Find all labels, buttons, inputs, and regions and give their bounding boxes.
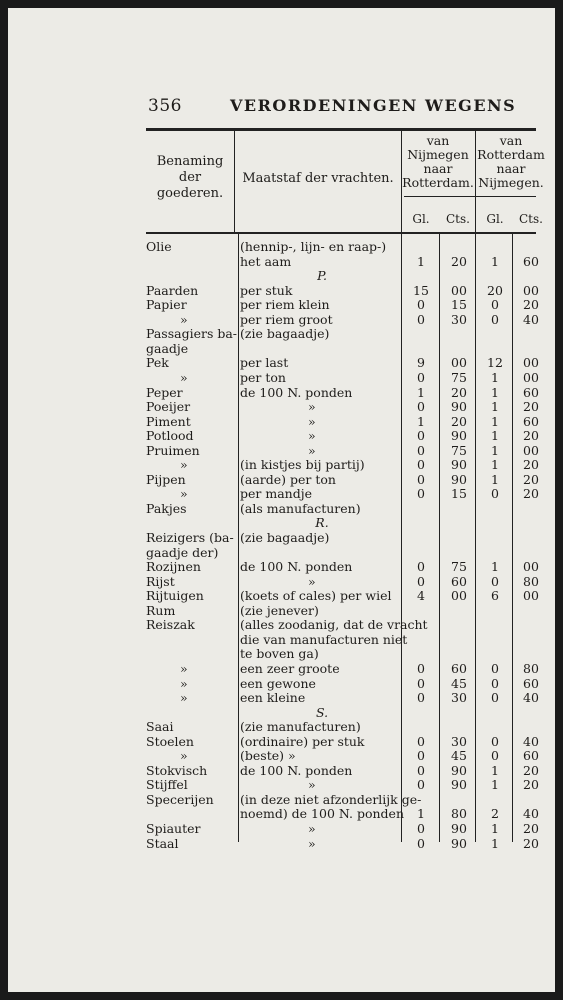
nijmegen-rotterdam-cts: 20: [451, 384, 467, 400]
rotterdam-nijmegen-gl: 20: [487, 282, 503, 298]
table-row: [8, 487, 555, 501]
table-row: [8, 720, 555, 734]
rotterdam-nijmegen-cts: 20: [523, 297, 539, 313]
rotterdam-nijmegen-gl: 0: [491, 660, 499, 676]
section-letter-row: [8, 516, 555, 530]
rotterdam-nijmegen-cts: 60: [523, 413, 539, 429]
goods-ditto-mark: »: [180, 457, 188, 473]
goods-name: Stoelen: [146, 733, 194, 749]
header-cts-1: Cts.: [446, 212, 470, 226]
goods-name: Pruimen: [146, 442, 200, 458]
nijmegen-rotterdam-cts: 80: [451, 806, 467, 822]
table-row: [8, 691, 555, 705]
goods-name: Stijffel: [146, 777, 188, 793]
measure-text: (zie bagaadje): [240, 530, 330, 545]
goods-name: Reizigers (ba-: [146, 530, 234, 545]
nijmegen-rotterdam-cts: 30: [451, 311, 467, 327]
goods-name: Piment: [146, 413, 191, 429]
section-letter: R.: [315, 515, 329, 531]
measure-text: (zie manufacturen): [240, 719, 361, 735]
header-goods-line: Benaming: [156, 154, 224, 169]
goods-name: Pakjes: [146, 500, 187, 516]
rotterdam-nijmegen-cts: 00: [523, 588, 539, 604]
measure-text: de 100 N. ponden: [240, 762, 353, 778]
rotterdam-nijmegen-gl: 1: [491, 821, 499, 836]
table-row: [8, 313, 555, 327]
rotterdam-nijmegen-cts: 20: [523, 777, 539, 793]
measure-text: per last: [240, 355, 289, 371]
table-row: [8, 633, 555, 647]
nijmegen-rotterdam-gl: 0: [417, 675, 425, 691]
rotterdam-nijmegen-gl: 0: [491, 311, 499, 327]
route-line: van: [499, 133, 523, 148]
table-row: [8, 749, 555, 763]
rotterdam-nijmegen-gl: 6: [491, 588, 499, 604]
table-row: [8, 371, 555, 385]
nijmegen-rotterdam-cts: 75: [451, 442, 467, 458]
table-row: [8, 284, 555, 298]
goods-name: Rijtuigen: [146, 588, 204, 604]
rotterdam-nijmegen-cts: 40: [523, 311, 539, 327]
nijmegen-rotterdam-cts: 75: [451, 369, 467, 385]
measure-ditto-mark: »: [308, 413, 316, 429]
nijmegen-rotterdam-cts: 00: [451, 588, 467, 604]
nijmegen-rotterdam-gl: 0: [417, 471, 425, 487]
rotterdam-nijmegen-cts: 20: [523, 821, 539, 836]
goods-name: Potlood: [146, 428, 194, 444]
rotterdam-nijmegen-cts: 80: [523, 660, 539, 676]
measure-text: (koets of cales) per wiel: [240, 588, 392, 604]
measure-text: per riem groot: [240, 311, 333, 327]
measure-text: een gewone: [240, 675, 316, 691]
rotterdam-nijmegen-gl: 1: [491, 442, 499, 458]
goods-name: Pek: [146, 355, 169, 371]
goods-name: gaadje der): [146, 544, 219, 560]
goods-ditto-mark: »: [180, 660, 188, 676]
nijmegen-rotterdam-gl: 0: [417, 311, 425, 327]
book-page: [8, 8, 555, 992]
goods-name: Saai: [146, 719, 174, 735]
nijmegen-rotterdam-cts: 90: [451, 428, 467, 444]
header-gl-2: Gl.: [486, 212, 504, 226]
rotterdam-nijmegen-gl: 1: [491, 457, 499, 473]
nijmegen-rotterdam-gl: 0: [417, 457, 425, 473]
nijmegen-rotterdam-gl: 0: [417, 559, 425, 575]
nijmegen-rotterdam-gl: 0: [417, 733, 425, 749]
table-row: [8, 473, 555, 487]
rotterdam-nijmegen-gl: 1: [491, 399, 499, 415]
nijmegen-rotterdam-gl: 0: [417, 660, 425, 676]
rotterdam-nijmegen-gl: 0: [491, 573, 499, 589]
header-gl-1: Gl.: [412, 212, 430, 226]
header-measure: Maatstaf der vrachten.: [242, 171, 394, 186]
nijmegen-rotterdam-cts: 75: [451, 559, 467, 575]
goods-ditto-mark: »: [180, 369, 188, 385]
rotterdam-nijmegen-cts: 20: [523, 471, 539, 487]
rotterdam-nijmegen-gl: 0: [491, 690, 499, 706]
rotterdam-nijmegen-gl: 1: [491, 471, 499, 487]
nijmegen-rotterdam-gl: 0: [417, 748, 425, 764]
nijmegen-rotterdam-gl: 0: [417, 399, 425, 415]
nijmegen-rotterdam-gl: 0: [417, 442, 425, 458]
rotterdam-nijmegen-gl: 0: [491, 486, 499, 502]
goods-ditto-mark: »: [180, 748, 188, 764]
measure-text: die van manufacturen niet: [240, 631, 408, 647]
goods-name: Rijst: [146, 573, 175, 589]
goods-name: Rozijnen: [146, 559, 201, 575]
measure-text: (ordinaire) per stuk: [240, 733, 365, 749]
route-line: van: [426, 133, 450, 148]
rotterdam-nijmegen-cts: 20: [523, 399, 539, 415]
measure-text: noemd) de 100 N. ponden: [240, 806, 404, 822]
rotterdam-nijmegen-cts: 40: [523, 806, 539, 822]
nijmegen-rotterdam-cts: 30: [451, 733, 467, 749]
header-cts-2: Cts.: [519, 212, 543, 226]
header-goods: [148, 154, 232, 202]
rotterdam-nijmegen-cts: 60: [523, 675, 539, 691]
measure-text: (in kistjes bij partij): [240, 457, 365, 473]
route-line: Rotterdam.: [402, 175, 474, 190]
nijmegen-rotterdam-cts: 20: [451, 253, 467, 269]
table-row: [8, 647, 555, 661]
nijmegen-rotterdam-cts: 00: [451, 355, 467, 371]
nijmegen-rotterdam-cts: 90: [451, 777, 467, 793]
measure-text: de 100 N. ponden: [240, 559, 353, 575]
header-route-nijmegen-rotterdam: [402, 134, 474, 190]
rotterdam-nijmegen-gl: 0: [491, 675, 499, 691]
nijmegen-rotterdam-cts: 30: [451, 690, 467, 706]
measure-text: een zeer groote: [240, 660, 340, 676]
table-row: [8, 778, 555, 792]
table-row: [8, 837, 555, 851]
measure-text: (beste) »: [240, 748, 296, 764]
nijmegen-rotterdam-cts: 90: [451, 821, 467, 836]
rotterdam-nijmegen-cts: 20: [523, 457, 539, 473]
route-underline: [404, 196, 536, 197]
goods-name: Rum: [146, 602, 176, 618]
rotterdam-nijmegen-gl: 1: [491, 428, 499, 444]
nijmegen-rotterdam-cts: 00: [451, 282, 467, 298]
nijmegen-rotterdam-cts: 90: [451, 835, 467, 851]
section-letter: P.: [317, 268, 327, 284]
rotterdam-nijmegen-gl: 1: [491, 384, 499, 400]
goods-name: Stokvisch: [146, 762, 208, 778]
nijmegen-rotterdam-gl: 0: [417, 428, 425, 444]
rotterdam-nijmegen-cts: 80: [523, 573, 539, 589]
nijmegen-rotterdam-gl: 0: [417, 777, 425, 793]
table-row: [8, 531, 555, 545]
table-row: [8, 255, 555, 269]
nijmegen-rotterdam-cts: 90: [451, 762, 467, 778]
nijmegen-rotterdam-gl: 0: [417, 573, 425, 589]
table-row: [8, 589, 555, 603]
rotterdam-nijmegen-cts: 00: [523, 369, 539, 385]
goods-name: Reiszak: [146, 617, 195, 633]
route-line: naar: [423, 161, 453, 176]
measure-text: de 100 N. ponden: [240, 384, 353, 400]
nijmegen-rotterdam-gl: 0: [417, 690, 425, 706]
measure-text: (zie bagaadje): [240, 326, 330, 342]
rotterdam-nijmegen-gl: 0: [491, 297, 499, 313]
rotterdam-nijmegen-cts: 20: [523, 762, 539, 778]
rotterdam-nijmegen-cts: 20: [523, 486, 539, 502]
nijmegen-rotterdam-cts: 15: [451, 297, 467, 313]
table-row: [8, 356, 555, 370]
rotterdam-nijmegen-cts: 00: [523, 282, 539, 298]
measure-text: (zie jenever): [240, 602, 319, 618]
col-divider-1: [234, 131, 235, 232]
goods-name: Poeijer: [146, 399, 191, 415]
measure-text: per ton: [240, 369, 286, 385]
nijmegen-rotterdam-cts: 60: [451, 573, 467, 589]
rotterdam-nijmegen-cts: 60: [523, 384, 539, 400]
rotterdam-nijmegen-cts: 20: [523, 835, 539, 851]
nijmegen-rotterdam-gl: 4: [417, 588, 425, 604]
nijmegen-rotterdam-cts: 90: [451, 399, 467, 415]
table-row: [8, 502, 555, 516]
page-number: 356: [148, 96, 182, 116]
table-row: [8, 415, 555, 429]
measure-text: per mandje: [240, 486, 312, 502]
goods-name: Spiauter: [146, 821, 201, 836]
table-row: [8, 764, 555, 778]
measure-ditto-mark: »: [308, 573, 316, 589]
measure-text: (als manufacturen): [240, 500, 361, 516]
rotterdam-nijmegen-cts: 00: [523, 559, 539, 575]
goods-name: Peper: [146, 384, 183, 400]
nijmegen-rotterdam-gl: 1: [417, 413, 425, 429]
nijmegen-rotterdam-gl: 15: [413, 282, 429, 298]
nijmegen-rotterdam-cts: 45: [451, 675, 467, 691]
table-row: [8, 400, 555, 414]
rotterdam-nijmegen-cts: 60: [523, 253, 539, 269]
rotterdam-nijmegen-gl: 2: [491, 806, 499, 822]
rotterdam-nijmegen-gl: 12: [487, 355, 503, 371]
table-row: [8, 342, 555, 356]
rotterdam-nijmegen-gl: 1: [491, 253, 499, 269]
nijmegen-rotterdam-cts: 45: [451, 748, 467, 764]
nijmegen-rotterdam-gl: 0: [417, 369, 425, 385]
rotterdam-nijmegen-cts: 00: [523, 355, 539, 371]
goods-name: Passagiers ba-: [146, 326, 238, 342]
nijmegen-rotterdam-gl: 0: [417, 762, 425, 778]
rotterdam-nijmegen-gl: 1: [491, 762, 499, 778]
rotterdam-nijmegen-gl: 1: [491, 559, 499, 575]
goods-name: Paarden: [146, 282, 199, 298]
table-row: [8, 298, 555, 312]
nijmegen-rotterdam-gl: 1: [417, 806, 425, 822]
goods-name: Olie: [146, 239, 172, 254]
rotterdam-nijmegen-cts: 20: [523, 428, 539, 444]
goods-name: Pijpen: [146, 471, 186, 487]
measure-ditto-mark: »: [308, 442, 316, 458]
nijmegen-rotterdam-gl: 0: [417, 835, 425, 851]
measure-ditto-mark: »: [308, 399, 316, 415]
goods-name: Staal: [146, 835, 179, 851]
table-row: [8, 429, 555, 443]
table-row: [8, 677, 555, 691]
rotterdam-nijmegen-cts: 00: [523, 442, 539, 458]
goods-ditto-mark: »: [180, 311, 188, 327]
nijmegen-rotterdam-gl: 9: [417, 355, 425, 371]
nijmegen-rotterdam-gl: 1: [417, 253, 425, 269]
running-head: VERORDENINGEN WEGENS: [230, 96, 517, 115]
rotterdam-nijmegen-cts: 60: [523, 748, 539, 764]
route-line: Nijmegen: [407, 147, 469, 162]
goods-ditto-mark: »: [180, 486, 188, 502]
rotterdam-nijmegen-gl: 1: [491, 835, 499, 851]
measure-text: (alles zoodanig, dat de vracht: [240, 617, 428, 633]
table-row: [8, 560, 555, 574]
measure-text: een kleine: [240, 690, 306, 706]
route-line: naar: [496, 161, 526, 176]
goods-ditto-mark: »: [180, 675, 188, 691]
goods-name: Specerijen: [146, 791, 214, 807]
nijmegen-rotterdam-gl: 0: [417, 486, 425, 502]
header-goods-line: der: [178, 170, 202, 185]
measure-text: te boven ga): [240, 646, 319, 662]
table-row: [8, 444, 555, 458]
measure-text: per stuk: [240, 282, 293, 298]
measure-text: (in deze niet afzonderlijk ge-: [240, 791, 422, 807]
nijmegen-rotterdam-gl: 0: [417, 821, 425, 836]
nijmegen-rotterdam-gl: 0: [417, 297, 425, 313]
header-goods-line: goederen.: [156, 186, 224, 201]
rotterdam-nijmegen-gl: 1: [491, 777, 499, 793]
table-row: [8, 240, 555, 254]
nijmegen-rotterdam-cts: 90: [451, 471, 467, 487]
route-line: Nijmegen.: [478, 175, 544, 190]
rotterdam-nijmegen-gl: 0: [491, 733, 499, 749]
table-row: [8, 386, 555, 400]
table-row: [8, 458, 555, 472]
rotterdam-nijmegen-cts: 40: [523, 733, 539, 749]
goods-name: gaadje: [146, 340, 189, 356]
measure-text: (aarde) per ton: [240, 471, 336, 487]
table-row: [8, 327, 555, 341]
table-row: [8, 735, 555, 749]
measure-ditto-mark: »: [308, 835, 316, 851]
measure-text: per riem klein: [240, 297, 330, 313]
header-bottom-rule: [146, 232, 536, 234]
rotterdam-nijmegen-gl: 1: [491, 369, 499, 385]
table-row: [8, 793, 555, 807]
measure-ditto-mark: »: [308, 777, 316, 793]
table-row: [8, 604, 555, 618]
rotterdam-nijmegen-gl: 1: [491, 413, 499, 429]
goods-ditto-mark: »: [180, 690, 188, 706]
nijmegen-rotterdam-gl: 1: [417, 384, 425, 400]
rotterdam-nijmegen-gl: 0: [491, 748, 499, 764]
nijmegen-rotterdam-cts: 90: [451, 457, 467, 473]
table-row: [8, 618, 555, 632]
section-letter-row: [8, 269, 555, 283]
measure-ditto-mark: »: [308, 821, 316, 836]
header-top-rule: [146, 128, 536, 131]
section-letter: S.: [315, 704, 329, 720]
nijmegen-rotterdam-cts: 15: [451, 486, 467, 502]
table-row: [8, 807, 555, 821]
goods-name: Papier: [146, 297, 187, 313]
measure-text: (hennip-, lijn- en raap-): [240, 239, 387, 254]
route-line: Rotterdam: [477, 147, 545, 162]
section-letter-row: [8, 706, 555, 720]
rotterdam-nijmegen-cts: 40: [523, 690, 539, 706]
nijmegen-rotterdam-cts: 20: [451, 413, 467, 429]
header-route-rotterdam-nijmegen: [476, 134, 546, 190]
nijmegen-rotterdam-cts: 60: [451, 660, 467, 676]
measure-ditto-mark: »: [308, 428, 316, 444]
table-row: [8, 662, 555, 676]
measure-text: het aam: [240, 253, 292, 269]
table-row: [8, 575, 555, 589]
table-row: [8, 546, 555, 560]
table-row: [8, 822, 555, 836]
